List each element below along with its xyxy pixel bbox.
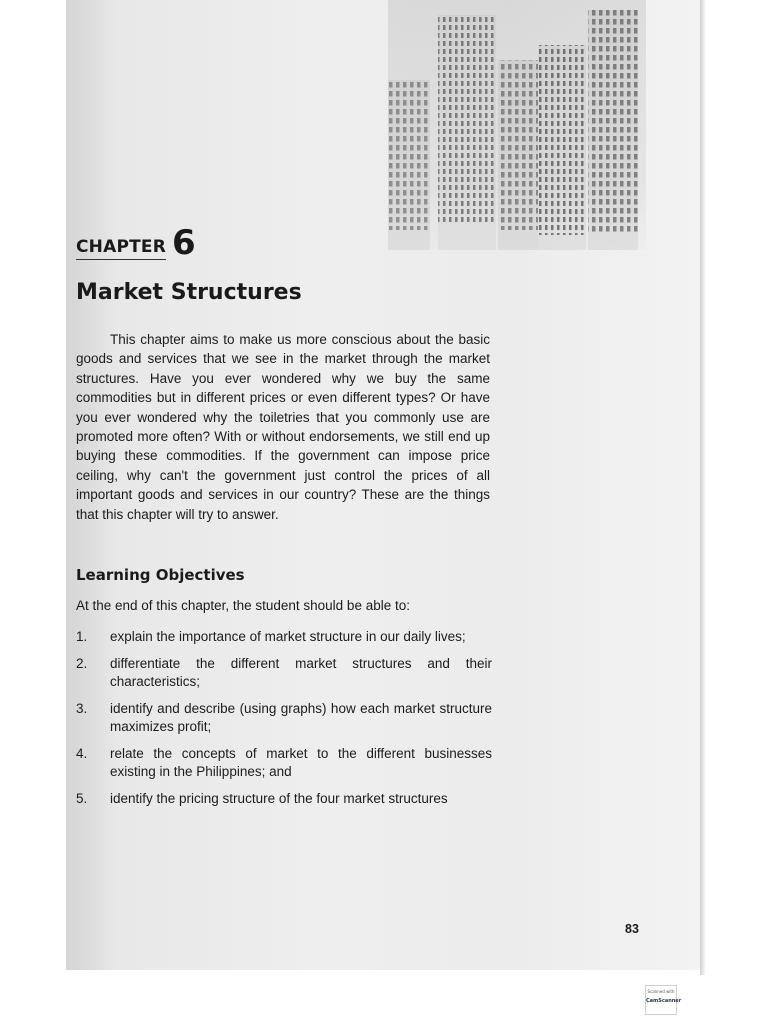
chapter-title: Market Structures xyxy=(76,280,302,305)
objective-text: identify and describe (using graphs) how each market structure maximizes profit; xyxy=(110,700,492,734)
objective-number: 2. xyxy=(76,655,88,671)
intro-paragraph: This chapter aims to make us more conscious about the basic goods and services that we see in the market through the market structures. Have you ever wondered why we buy the same commodities but in different prices or even different types? Or have you ever wondered why the toiletries that you commonly use are promoted more often? With or without endorsements, we still end up buying these commodities. If the government can impose price ceiling, why can't the government just control the prices of all important goods and services in our country? These are the things that this chapter will try to answer. xyxy=(76,332,490,522)
objective-item xyxy=(76,790,492,809)
scanner-logo-caption: Scanned with xyxy=(647,989,675,994)
objective-number: 4. xyxy=(76,745,88,761)
scanner-logo-name: CamScanner xyxy=(646,998,682,1004)
page-number: 83 xyxy=(625,922,639,936)
objective-number: 3. xyxy=(76,700,88,716)
objective-item xyxy=(76,655,492,692)
objective-item xyxy=(76,745,492,782)
chapter-number: 6 xyxy=(172,223,196,263)
objective-text: relate the concepts of market to the different businesses existing in the Philippines; and xyxy=(110,745,492,779)
page-edge-shadow xyxy=(700,0,706,975)
learning-objectives-heading: Learning Objectives xyxy=(76,566,245,584)
objective-text: identify the pricing structure of the four market structures xyxy=(110,790,448,806)
camscanner-logo xyxy=(645,985,682,1015)
objective-item xyxy=(76,628,492,647)
chapter-heading xyxy=(76,223,196,263)
skyscrapers-illustration xyxy=(388,0,646,250)
objectives-intro: At the end of this chapter, the student should be able to: xyxy=(76,598,410,613)
objectives-list xyxy=(76,628,492,816)
objective-item xyxy=(76,700,492,737)
objective-number: 1. xyxy=(76,629,88,644)
objective-text: explain the importance of market structure in our daily lives; xyxy=(110,629,466,644)
objective-text: differentiate the different market structures and their characteristics; xyxy=(110,655,492,689)
chapter-label: CHAPTER xyxy=(76,237,166,260)
objective-number: 5. xyxy=(76,790,88,806)
